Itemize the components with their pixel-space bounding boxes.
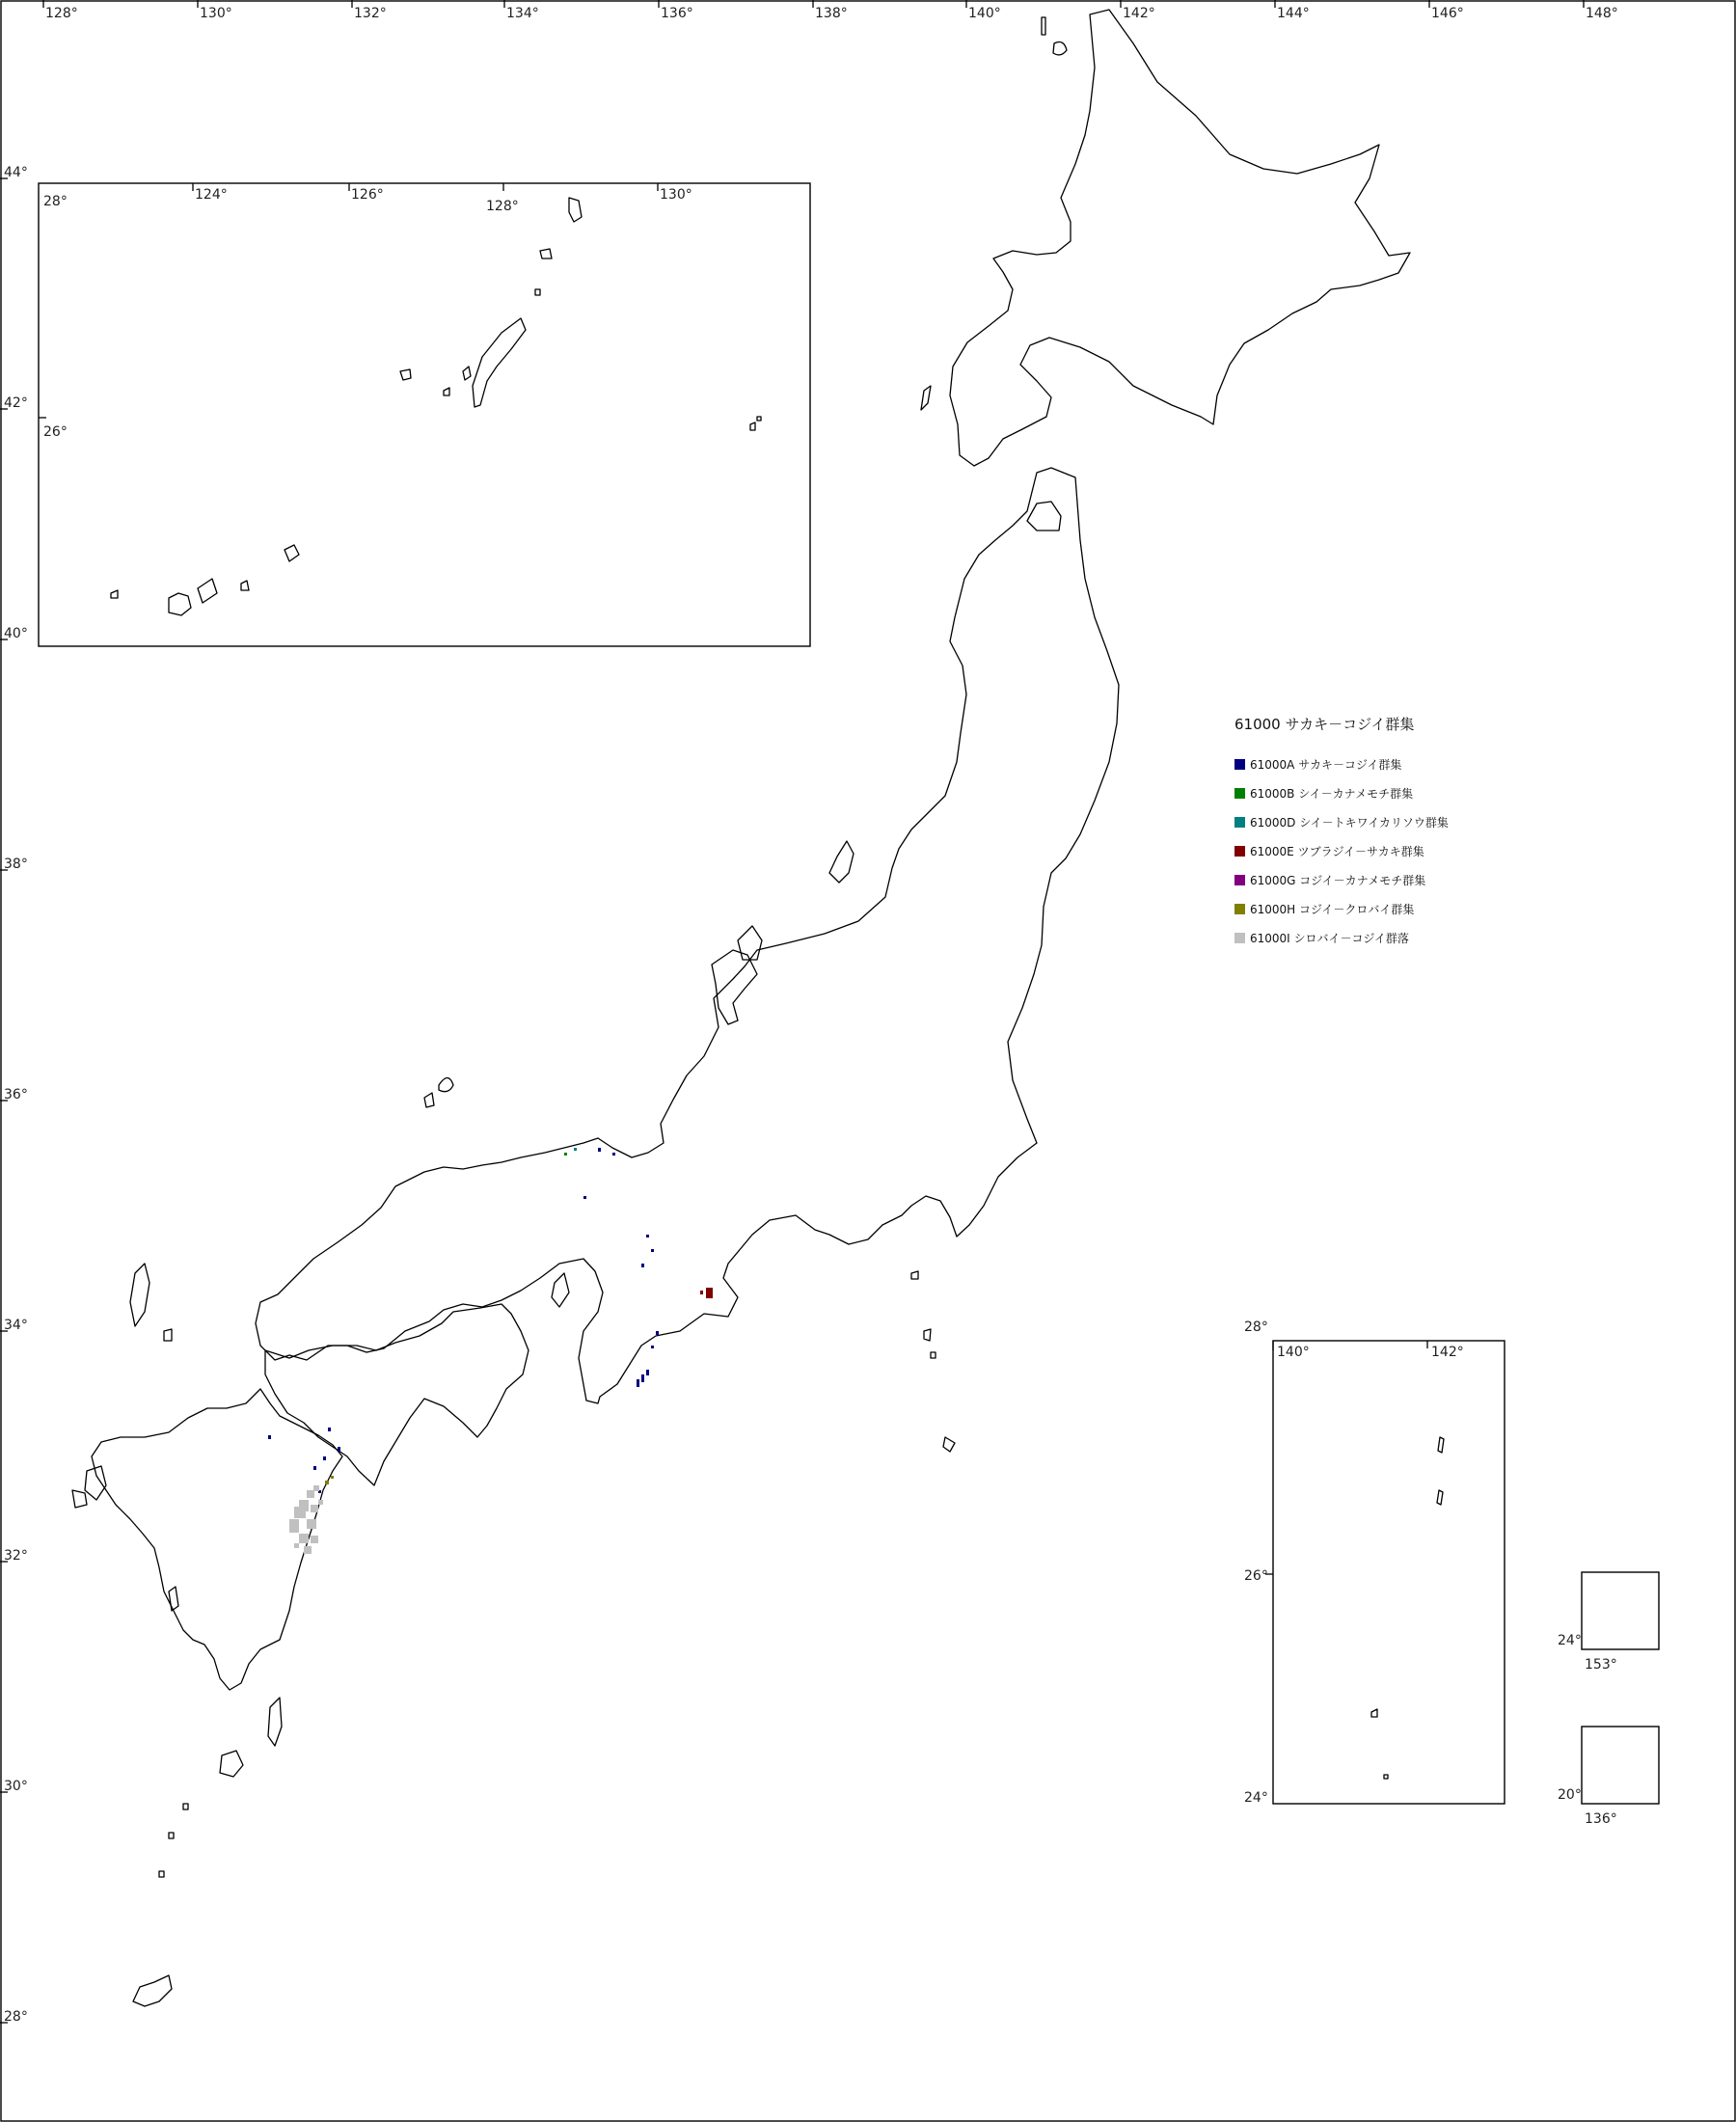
amami-oshima-island: [133, 1975, 172, 2006]
yakushima-island: [220, 1751, 243, 1777]
legend-swatch: [1234, 846, 1245, 857]
miyako-islands: [241, 545, 299, 590]
main-latitude-labels: [0, 165, 28, 2025]
okinawa-island: [473, 318, 526, 407]
iwo-islands: [1371, 1709, 1388, 1779]
legend-swatch: [1234, 788, 1245, 799]
lat-label-44: 44°: [4, 165, 28, 180]
ryukyu-lon-126: 126°: [351, 187, 384, 203]
sado-island: [738, 926, 762, 960]
ryukyu-corner-lat: 28°: [43, 194, 68, 209]
lat-label-34: 34°: [4, 1318, 28, 1333]
ryukyu-inset: [39, 183, 810, 646]
okinotorishima-lon: 136°: [1585, 1811, 1617, 1827]
koshiki-islands: [169, 1587, 178, 1611]
shikoku-coastline: [265, 1304, 529, 1485]
tanegashima-island: [268, 1698, 282, 1746]
lon-label-128: 128°: [45, 6, 78, 21]
lat-label-28: 28°: [4, 2009, 28, 2025]
okinotorishima-frame: [1582, 1727, 1659, 1804]
ryukyu-lon-124: 124°: [195, 187, 228, 203]
legend-item: [1234, 749, 1449, 778]
lon-label-140: 140°: [968, 6, 1001, 21]
goto-islands: [72, 1466, 106, 1508]
points-61000D: [574, 1148, 577, 1151]
lat-label-30: 30°: [4, 1779, 28, 1794]
okinotorishima-inset: [1558, 1727, 1659, 1827]
ogasawara-lon-142: 142°: [1431, 1345, 1464, 1360]
ogasawara-lon-140: 140°: [1277, 1345, 1310, 1360]
ogasawara-bottom-lat: 24°: [1244, 1790, 1268, 1806]
legend-item-label: 61000G コジイ－カナメモチ群集: [1250, 873, 1426, 887]
minamitorishima-frame: [1582, 1572, 1659, 1649]
legend-item-label: 61000E ツブラジイ－サカキ群集: [1250, 844, 1424, 858]
points-61000B: [564, 1153, 567, 1156]
minamitorishima-lat: 24°: [1558, 1633, 1582, 1648]
lat-label-36: 36°: [4, 1087, 28, 1102]
lat-label-32: 32°: [4, 1548, 28, 1564]
legend-item-label: 61000A サカキ－コジイ群集: [1250, 757, 1402, 772]
lon-label-148: 148°: [1586, 6, 1618, 21]
ogasawara-inset: [1244, 1319, 1505, 1806]
hahajima-island: [1437, 1490, 1443, 1505]
ogasawara-top-lat: 28°: [1244, 1319, 1268, 1335]
minamitorishima-lon: 153°: [1585, 1657, 1617, 1673]
ryukyu-lon-130: 130°: [660, 187, 692, 203]
ryukyu-inset-frame: [39, 183, 810, 646]
ryukyu-small-islands: [400, 198, 582, 395]
tsushima-island: [130, 1264, 149, 1326]
noto-peninsula: [712, 950, 757, 1024]
okushiri-island: [921, 386, 931, 410]
legend-title: 61000 サカキ－コジイ群集: [1234, 716, 1415, 733]
lon-label-132: 132°: [354, 6, 387, 21]
lon-label-142: 142°: [1123, 6, 1155, 21]
lon-label-144: 144°: [1277, 6, 1310, 21]
legend-item: [1234, 836, 1449, 865]
legend-item: [1234, 923, 1449, 952]
minamitorishima-inset: [1558, 1572, 1659, 1673]
legend: [1234, 714, 1449, 952]
ogasawara-mid-lat: 26°: [1244, 1568, 1268, 1584]
honshu-coastline: [256, 468, 1119, 1403]
legend-item: [1234, 778, 1449, 807]
okinotorishima-lat: 20°: [1558, 1787, 1582, 1803]
main-longitude-labels: [43, 0, 1618, 21]
hokkaido-coastline: [950, 10, 1410, 466]
legend-swatch: [1234, 759, 1245, 770]
ryukyu-lat-26: 26°: [43, 424, 68, 440]
legend-item-label: 61000D シイ－トキワイカリソウ群集: [1250, 815, 1449, 830]
lon-label-138: 138°: [815, 6, 848, 21]
legend-item-label: 61000I シロバイ－コジイ群落: [1250, 931, 1409, 945]
mutsu-bay: [1027, 502, 1061, 530]
chichijima-island: [1438, 1437, 1444, 1453]
legend-swatch: [1234, 933, 1245, 943]
lon-label-134: 134°: [506, 6, 539, 21]
ryukyu-lon-128: 128°: [486, 199, 519, 214]
lat-label-42: 42°: [4, 395, 28, 411]
legend-item: [1234, 894, 1449, 923]
rishiri-island: [1053, 42, 1067, 55]
oshima-island: [911, 1271, 918, 1279]
lat-label-40: 40°: [4, 626, 28, 641]
oga-peninsula: [829, 841, 854, 883]
legend-item: [1234, 865, 1449, 894]
lon-label-136: 136°: [661, 6, 693, 21]
daito-islands: [750, 417, 761, 430]
awaji-island: [552, 1273, 569, 1307]
lat-label-38: 38°: [4, 857, 28, 872]
izu-islands: [924, 1329, 955, 1452]
points-61000I: [289, 1485, 323, 1554]
legend-swatch: [1234, 904, 1245, 914]
legend-swatch: [1234, 875, 1245, 885]
legend-item-label: 61000H コジイ－クロバイ群集: [1250, 902, 1415, 916]
ishigaki-islands: [111, 579, 217, 615]
legend-item: [1234, 807, 1449, 836]
oki-islands: [424, 1078, 453, 1108]
iki-island: [164, 1329, 172, 1341]
ogasawara-inset-frame: [1273, 1341, 1505, 1804]
legend-item-label: 61000B シイ－カナメモチ群集: [1250, 786, 1414, 801]
legend-swatch: [1234, 817, 1245, 828]
tokara-islands: [159, 1804, 188, 1877]
lon-label-130: 130°: [200, 6, 232, 21]
lon-label-146: 146°: [1431, 6, 1464, 21]
distribution-points: [268, 1148, 713, 1554]
rebun-island: [1042, 17, 1045, 35]
points-61000E: [700, 1288, 713, 1298]
